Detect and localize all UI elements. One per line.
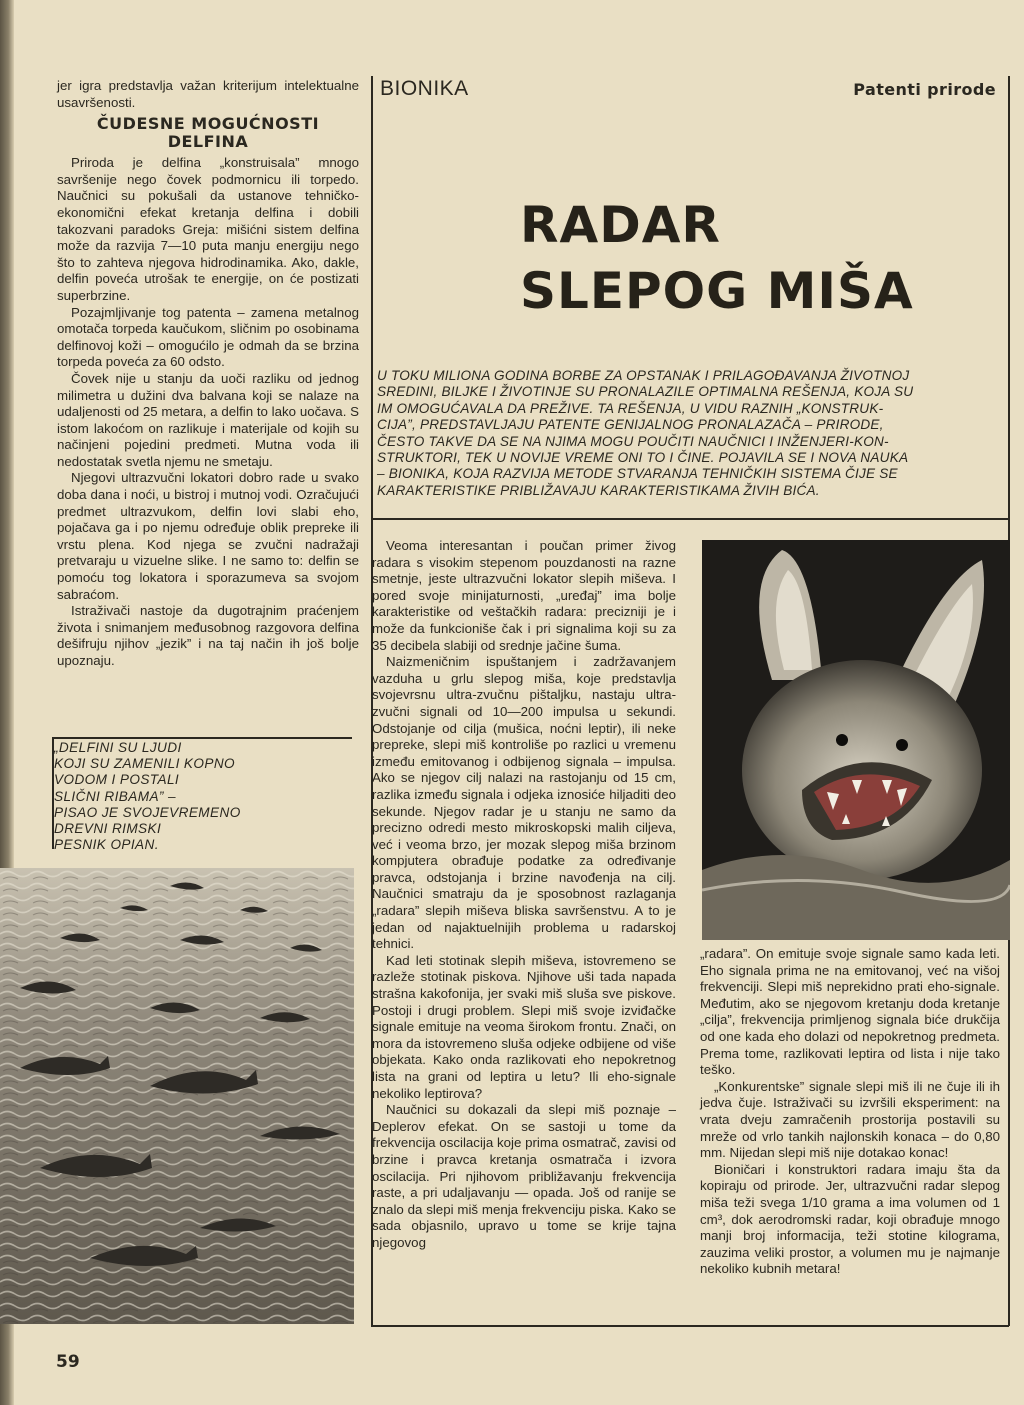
article-title bbox=[520, 192, 940, 324]
lead-line: SREDINI, BILJKE I ŽIVOTINJE SU PRONALAZILE OPTIMALNA REŠENJA, KOJA SU bbox=[377, 384, 914, 400]
dolphins-photo bbox=[0, 868, 354, 1324]
article-paragraph: Kad leti stotinak slepih miševa, istovremeno se razleže stotinak piskova. Njihove uši tada napada strašna kakofonija, jer svaki miš sluša sve piskove. Postoji i drugi problem. Slepi miš svoje izviđačke signale emituje na veoma širokom frontu. Znači, on mora da istovremeno sluša odjeke odbijene od više objekata. Kako onda razlikovati eho nepokretnog lista na grani od leptira u letu? Ili eho-signale nekoliko leptirova? bbox=[372, 952, 676, 1101]
article-paragraph: Naučnici su dokazali da slepi miš poznaje – Deplerov efekat. On se sastoji u tome da frekvencija oscilacija koje prima osmatrač, zavisi od brzine i pravca kretanja osmatrača i izvora oscilacija. Pri njihovom približavanju frekvencija raste, a pri udaljavanju — opada. Još od ranije se znalo da slepi miš menja frekvenciju piska. Kako se sada objasnilo, upravo u tome se krije tajna njegovog bbox=[372, 1102, 676, 1250]
lead-line: IM OMOGUĆAVALA DA PREŽIVE. TA REŠENJA, U VIDU RAZNIH „KONSTRUK- bbox=[377, 400, 884, 416]
pull-quote-line: PISAO JE SVOJEVREMENO bbox=[54, 804, 241, 820]
sidebar-paragraph: Pozajmljivanje tog patenta – zamena metalnog omotača torpeda kaučukom, sličnim po osobinama delfinovoj koži – omogućilo je odmah da se brzina torpeda poveća za 60 odsto. bbox=[57, 304, 359, 370]
sidebar-paragraph: Priroda je delfina „konstruisala” mnogo savršenije nego čovek podmornicu ili torpedo. Naučnici su pokušali da ustanove tehničko-ekonomični efekat kretanja delfina i dobili takozvani paradoks Greja: mišićni sistem delfina može da razvija 7—10 puta manju energiju nego što to zahteva njegova hidrodinamika. Ako, dakle, delfin poveća utrošak te energije, on će postizati superbrzine. bbox=[57, 155, 359, 303]
sidebar-heading bbox=[57, 115, 359, 151]
pull-quote-line: VODOM I POSTALI bbox=[54, 772, 180, 788]
article-lead bbox=[377, 368, 999, 499]
article-title-line-2: SLEPOG MIŠA bbox=[520, 262, 914, 320]
article-title-line-1: RADAR bbox=[520, 196, 721, 254]
sidebar-heading-line-2: DELFINA bbox=[167, 132, 249, 152]
pull-quote bbox=[54, 740, 344, 853]
sidebar-paragraph: Čovek nije u stanju da uoči razliku od jednog milimetra u dužini dva balvana koji se nalaze na udaljenosti od 25 metara, a delfin to lako uočava. S istom lakoćom on razlikuje i materijale od kojih su načinjeni pojedini predmeti. Mutna voda ili nedostatak svetla njemu ne smetaju. bbox=[57, 370, 359, 469]
pull-quote-line: SLIČNI RIBAMA” – bbox=[54, 788, 176, 804]
sidebar-paragraph: Njegovi ultrazvučni lokatori dobro rade u svako doba dana i noći, u bistroj i mutnoj vodi. Ozračujući predmet ultrazvukom, delfin lovi slabi eho, pojačava ga i po njemu određuje oblik prepreke ili vrstu plena. Kod njega se zvučni nadražaji pretvaraju u vizuelne slike. I ne samo to: delfin se pomoću tog lokatora i sporazumeva sa svojom sabraćom. bbox=[57, 470, 359, 602]
pull-quote-line: DREVNI RIMSKI bbox=[54, 821, 162, 837]
pull-quote-line: KOJI SU ZAMENILI KOPNO bbox=[54, 756, 236, 772]
article-paragraph: Naizmeničnim ispuštanjem i zadržavanjem vazduha u grlu slepog miša, koje predstavlja svojevrsnu ultra-zvučnu pištaljku, nastaju ultra-zvučni signali od 10—200 impulsa u sekundi. Odstojanje od cilja (mušica, noćni leptir), ili neke prepreke, slepi miš kontroliše po razlici u vremenu između emitovanog i odbijenog signala – impulsa. Ako se njegov cilj nalazi na rastojanju od 15 cm, razlika između signala i odjeka iznosiće hiljaditi deo sekunde. Njegov radar je u stanju ne samo da precizno odredi mesto mikroskopski malih ciljeva, već i veoma brzo, jer mozak slepog miša brzinom kompjutera obrađuje podatke za određivanje pravca, odstojanja i brzine navođenja na cilj. Naučnici smatraju da je sposobnost razlaganja „radara” slepih miševa bliska savršenstvu. A to je jedan od najaktuelnijih problema u radarskoj tehnici. bbox=[372, 654, 676, 952]
lead-line: KARAKTERISTIKE PRIBLIŽAVAJU KARAKTERISTIKAMA ŽIVIH BIĆA. bbox=[377, 482, 820, 498]
page-frame-bottom bbox=[371, 1325, 1009, 1327]
section-label: BIONIKA bbox=[380, 77, 469, 100]
page-number: 59 bbox=[56, 1352, 80, 1372]
sidebar-heading-line-1: ČUDESNE MOGUĆNOSTI bbox=[96, 114, 320, 134]
sidebar-paragraph: Istraživači nastoje da dugotrajnim praćenjem života i snimanjem međusobnog razgovora delfina dešifruju njihov „jezik” i na taj način ih još bolje upoznaju. bbox=[57, 603, 359, 668]
article-paragraph: Veoma interesantan i poučan primer živog radara s visokim stepenom pouzdanosti na razne smetnje, jeste ultrazvučni lokator slepih miševa. I pored svoje minijaturnosti, „uređaj” ima bolje karakteristike od veštačkih radara: precizniji je i može da funkcioniše čak i pri signalima koji su za 35 decibela slabiji od srednje jačine šuma. bbox=[372, 538, 676, 653]
lead-line: U TOKU MILIONA GODINA BORBE ZA OPSTANAK I PRILAGOĐAVANJA ŽIVOTNOJ bbox=[377, 368, 910, 383]
series-title: Patenti prirode bbox=[853, 80, 996, 99]
lead-line: – BIONIKA, KOJA RAZVIJA METODE STVARANJA TEHNIČKIH SISTEMA ČIJE SE bbox=[377, 466, 898, 482]
pull-quote-line: PESNIK OPIAN. bbox=[54, 837, 159, 853]
lead-line: ČESTO TAKVE DA SE NA NJIMA MOGU POUČITI NAUČNICI I INŽENJERI-KON- bbox=[377, 433, 889, 449]
article-right-column bbox=[700, 946, 1000, 1278]
lead-line: STRUKTORI, TEK U NOVIJE VREME ONI TO I ČINE. POJAVILA SE I NOVA NAUKA bbox=[377, 450, 909, 466]
sidebar-dolphin-column bbox=[57, 78, 359, 670]
sidebar-intro: jer igra predstavlja važan kriterijum intelektualne usavršenosti. bbox=[57, 78, 359, 110]
bat-photo bbox=[702, 540, 1010, 940]
article-paragraph: „radara”. On emituje svoje signale samo kada leti. Eho signala prima ne na emitovanoj, već na višoj frekvenciji. Slepi miš neprekidno prati eho-signale. Međutim, ako se njegovom kretanju doda kretanje „cilja”, frekvencija primljenog signala biće drukčija od one kada eho dolazi od nepokretnog predmeta. Prema tome, razlikovati leptira od lista i nije tako teško. bbox=[700, 946, 1000, 1078]
article-paragraph: Bioničari i konstruktori radara imaju šta da kopiraju od prirode. Jer, ultrazvučni radar slepog miša teži svega 1/10 grama a ima volumen od 1 cm³, dok aerodromski radar, koji obrađuje mnogo manji broj informacija, teži stotine kilograma, zauzima veliki prostor, a volumen mu je najmanje nekoliko kubnih metara! bbox=[700, 1161, 1000, 1277]
article-paragraph: „Konkurentske” signale slepi miš ili ne čuje ili ih jedva čuje. Istraživači su izvršili eksperiment: na vrata dveju zamračenih prostorija postavili su mreže od vrlo tankih najlonskih konaca – do 0,80 mm. Nijedan slepi miš nije dotakao konac! bbox=[700, 1078, 1000, 1161]
lead-line: CIJA”, PREDSTAVLJAJU PATENTE GENIJALNOG PRONALAZAČA – PRIRODE, bbox=[377, 417, 884, 433]
article-middle-column bbox=[372, 538, 676, 1252]
quote-top-rule bbox=[52, 737, 352, 739]
pull-quote-line: „DELFINI SU LJUDI bbox=[54, 740, 182, 755]
header-bottom-rule bbox=[371, 518, 1009, 520]
